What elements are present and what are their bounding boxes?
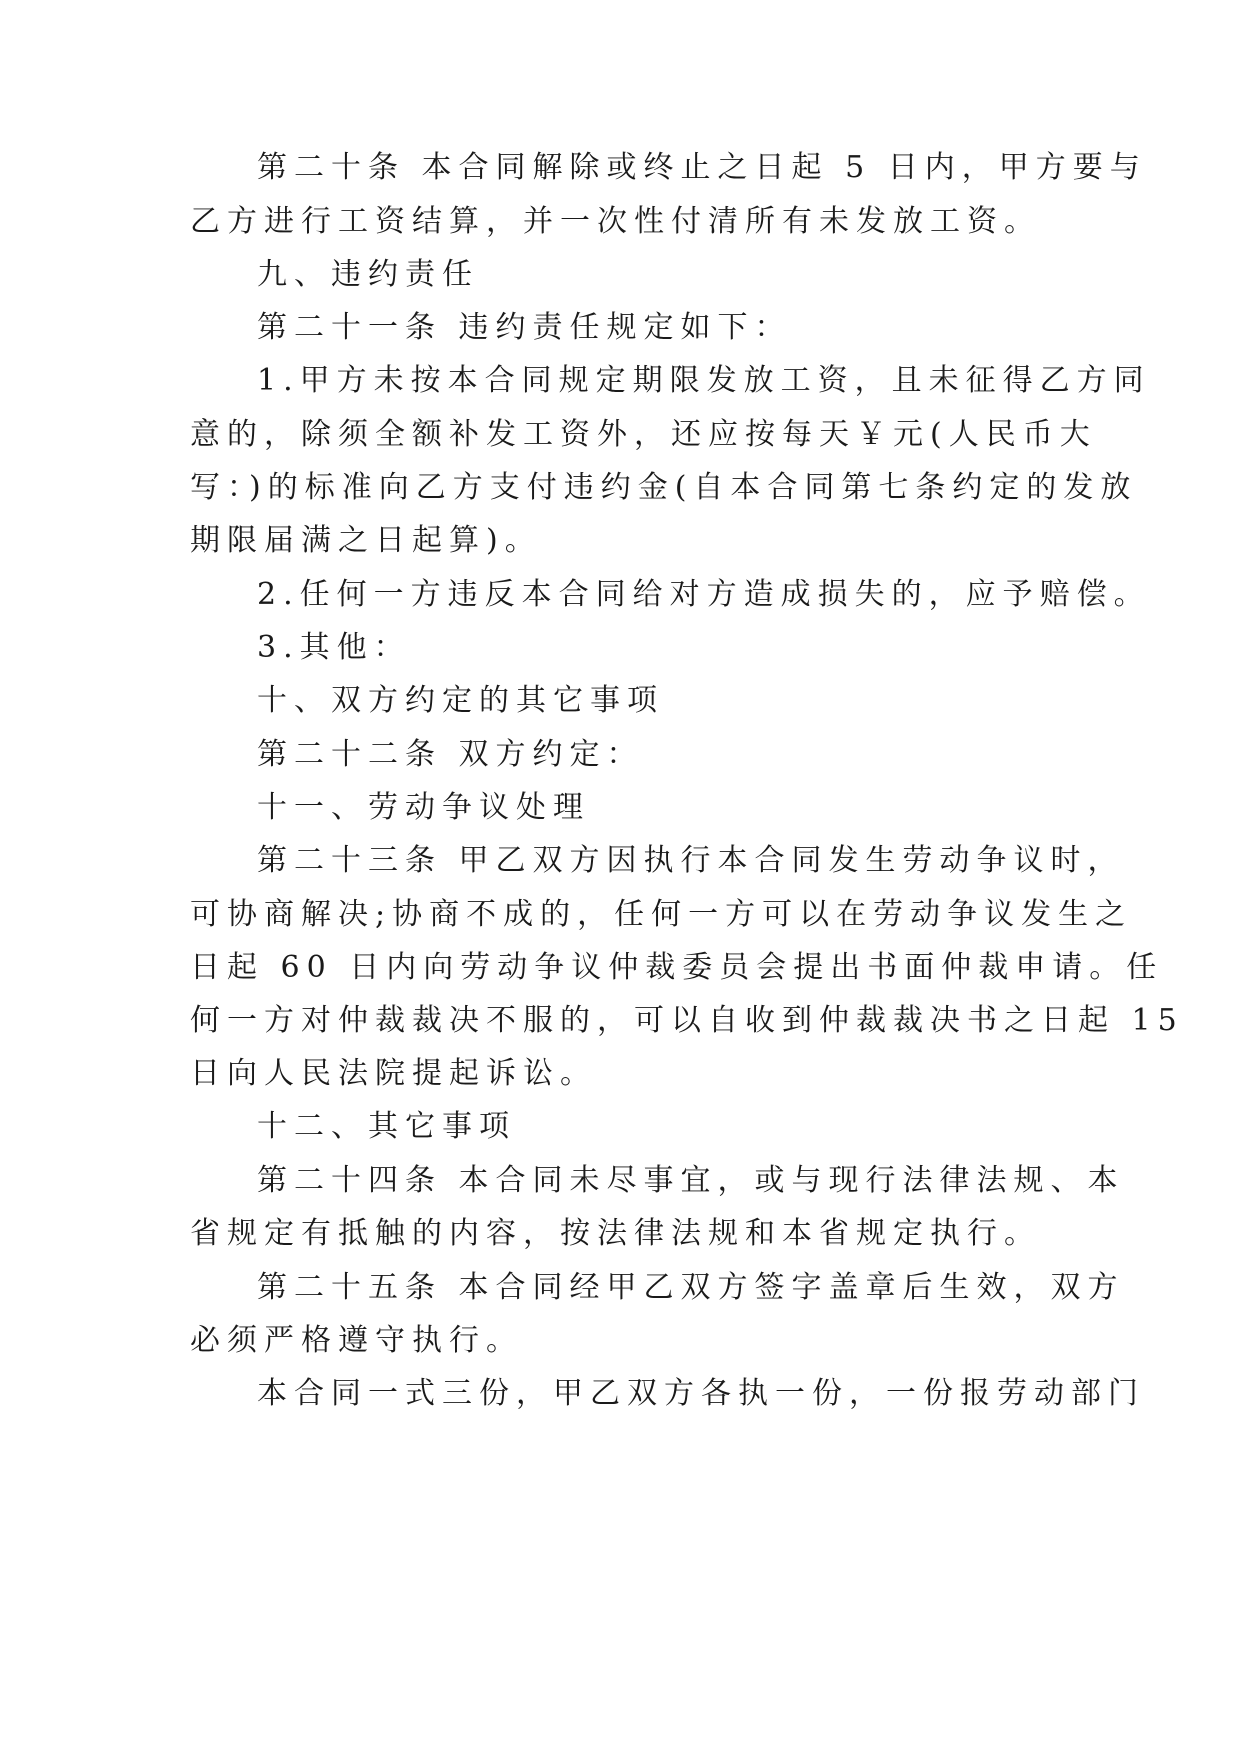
text-line: 日向人民法院提起诉讼。 — [190, 1056, 597, 1091]
text-line: 本合同一式三份，甲乙双方各执一份，一份报劳动部门 — [257, 1376, 1145, 1411]
text-line: 第二十条 本合同解除或终止之日起 5 日内，甲方要与 — [257, 150, 1147, 185]
text-line: 1.甲方未按本合同规定期限发放工资，且未征得乙方同 — [257, 363, 1151, 398]
section-heading: 九、违约责任 — [257, 257, 479, 292]
text-line: 2.任何一方违反本合同给对方造成损失的，应予赔偿。 — [257, 577, 1151, 612]
section-heading: 十二、其它事项 — [257, 1109, 516, 1144]
text-line: 3.其他： — [257, 630, 411, 665]
article-heading: 第二十二条 双方约定： — [257, 737, 644, 772]
text-line: 可协商解决;协商不成的，任何一方可以在劳动争议发生之 — [190, 897, 1133, 932]
text-line: 第二十五条 本合同经甲乙双方签字盖章后生效，双方 — [257, 1270, 1125, 1305]
text-line: 第二十四条 本合同未尽事宜，或与现行法律法规、本 — [257, 1163, 1125, 1198]
text-line: 乙方进行工资结算，并一次性付清所有未发放工资。 — [190, 204, 1041, 239]
article-heading: 第二十一条 违约责任规定如下： — [257, 310, 792, 345]
text-line: 日起 60 日内向劳动争议仲裁委员会提出书面仲裁申请。任 — [190, 950, 1164, 985]
section-heading: 十一、劳动争议处理 — [257, 790, 590, 825]
text-line: 写：)的标准向乙方支付违约金(自本合同第七条约定的发放 — [190, 470, 1138, 505]
text-line: 必须严格遵守执行。 — [190, 1323, 523, 1358]
text-line: 省规定有抵触的内容，按法律法规和本省规定执行。 — [190, 1216, 1041, 1251]
section-heading: 十、双方约定的其它事项 — [257, 683, 664, 718]
text-line: 何一方对仲裁裁决不服的，可以自收到仲裁裁决书之日起 15 — [190, 1003, 1184, 1038]
text-line: 意的，除须全额补发工资外，还应按每天￥元(人民币大 — [190, 417, 1097, 452]
text-line: 期限届满之日起算)。 — [190, 523, 542, 558]
text-line: 第二十三条 甲乙双方因执行本合同发生劳动争议时， — [257, 843, 1125, 878]
